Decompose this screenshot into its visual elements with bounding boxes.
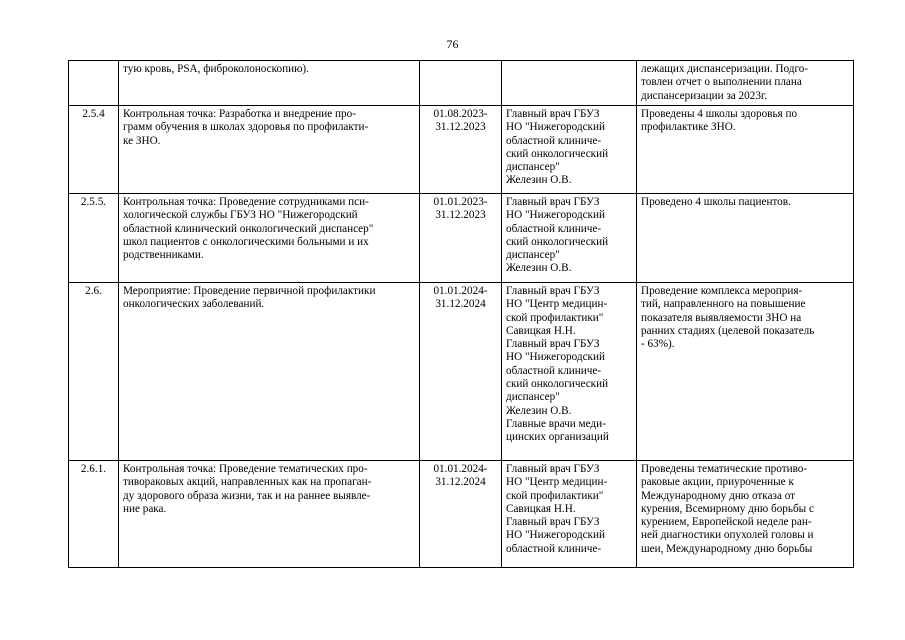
- item-number-cell: 2.6.: [69, 283, 119, 461]
- item-dates-cell: 01.01.2024- 31.12.2024: [420, 461, 502, 568]
- item-number-cell: 2.6.1.: [69, 461, 119, 568]
- item-responsible-cell: Главный врач ГБУЗ НО "Нижегородский областной клиниче- ский онкологический диспансер" Железин О.В.: [502, 106, 637, 194]
- item-number-cell: 2.5.5.: [69, 194, 119, 283]
- table-row: [69, 61, 854, 106]
- item-responsible-cell: Главный врач ГБУЗ НО "Центр медицин- ской профилактики" Савицкая Н.Н. Главный врач ГБУЗ НО "Нижегородский областной клиниче- ский онкологический диспансер" Железин О.В. Главные врачи меди- цинских организаций: [502, 283, 637, 461]
- item-result-cell: лежащих диспансеризации. Подго- товлен отчет о выполнении плана диспансеризации за 2023г.: [637, 61, 854, 106]
- report-table: [68, 60, 854, 568]
- page-number: 76: [446, 37, 459, 51]
- item-name-cell: Контрольная точка: Проведение тематических про- тивораковых акций, направленных как на пропаган- ду здорового образа жизни, так и на раннее выявле- ние рака.: [119, 461, 420, 568]
- item-dates-cell: 01.08.2023- 31.12.2023: [420, 106, 502, 194]
- item-result-cell: Проведено 4 школы пациентов.: [637, 194, 854, 283]
- table-row: [69, 461, 854, 568]
- item-result-cell: Проведены тематические противо- раковые акции, приуроченные к Международному дню отказа от курения, Всемирному дню борьбы с курением, Европейской неделе ран- ней диагностики опухолей головы и шеи, Международному дню борьбы: [637, 461, 854, 568]
- item-responsible-cell: Главный врач ГБУЗ НО "Нижегородский областной клиниче- ский онкологический диспансер" Железин О.В.: [502, 194, 637, 283]
- item-result-cell: Проведение комплекса мероприя- тий, направленного на повышение показателя выявляемости ЗНО на ранних стадиях (целевой показатель - 63%).: [637, 283, 854, 461]
- item-name-cell: Контрольная точка: Разработка и внедрение про- грамм обучения в школах здоровья по профилакти- ке ЗНО.: [119, 106, 420, 194]
- table-row: [69, 106, 854, 194]
- item-responsible-cell: Главный врач ГБУЗ НО "Центр медицин- ской профилактики" Савицкая Н.Н. Главный врач ГБУЗ НО "Нижегородский областной клиниче-: [502, 461, 637, 568]
- item-number-cell: 2.5.4: [69, 106, 119, 194]
- item-name-cell: Мероприятие: Проведение первичной профилактики онкологических заболеваний.: [119, 283, 420, 461]
- item-responsible-cell: [502, 61, 637, 106]
- item-name-cell: Контрольная точка: Проведение сотрудниками пси- хологической службы ГБУЗ НО "Нижегородский областной клинический онкологический диспансер" школ пациентов с онкологическими больными и их родственниками.: [119, 194, 420, 283]
- table-row: [69, 194, 854, 283]
- item-result-cell: Проведены 4 школы здоровья по профилактике ЗНО.: [637, 106, 854, 194]
- item-name-cell: тую кровь, PSA, фиброколоноскопию).: [119, 61, 420, 106]
- item-dates-cell: 01.01.2024- 31.12.2024: [420, 283, 502, 461]
- item-dates-cell: [420, 61, 502, 106]
- table-row: [69, 283, 854, 461]
- item-number-cell: [69, 61, 119, 106]
- item-dates-cell: 01.01.2023- 31.12.2023: [420, 194, 502, 283]
